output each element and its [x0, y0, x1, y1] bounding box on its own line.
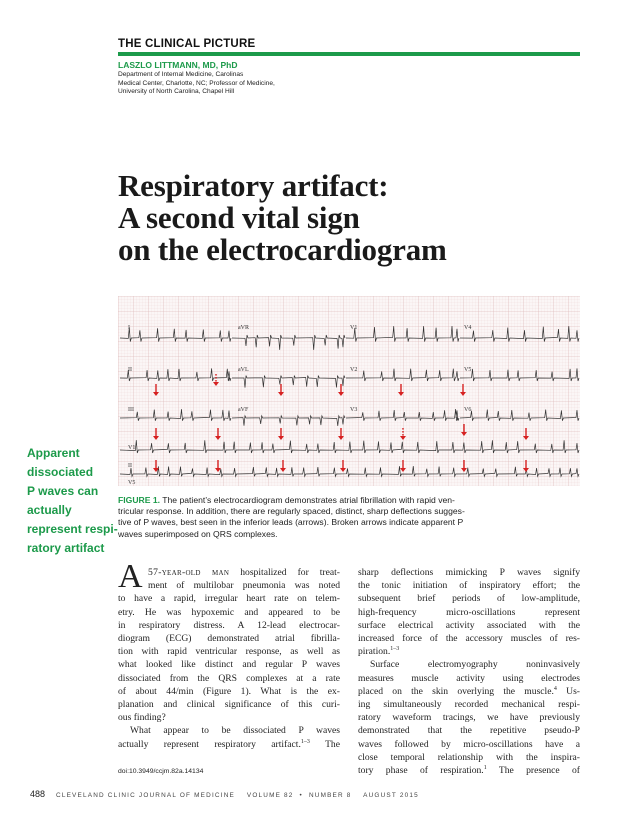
lead-label-iii: III	[128, 407, 134, 413]
lead-label-rhythm-v5: V5	[128, 480, 136, 486]
doi: doi:10.3949/ccjm.82a.14134	[118, 768, 204, 775]
figure-caption	[118, 495, 580, 540]
affiliation-line: Department of Internal Medicine, Carolinas	[118, 71, 244, 78]
body-line: subsequent brief periods of low-amplitude,	[358, 593, 580, 605]
citation-marker: 1	[483, 764, 487, 771]
caption-line: tricular response. In addition, there are regularly spaced, distinct, sharp deflections sugges-	[118, 506, 465, 517]
body-line: tion with rapid ventricular response, as well as	[118, 646, 340, 658]
lead-label-avf: aVF	[238, 407, 249, 413]
issue-number: NUMBER 8	[308, 792, 352, 799]
lead-label-rhythm-ii: II	[128, 463, 132, 469]
lead-label-v4: V4	[464, 325, 472, 331]
citation-marker: 1–3	[300, 738, 310, 745]
volume: VOLUME 82	[246, 792, 294, 799]
author-name: LASZLO LITTMANN, MD, PhD	[118, 60, 238, 70]
body-line: placed on the skin overlying the muscle.$^4$ Us-	[358, 685, 580, 697]
journal-name: CLEVELAND CLINIC JOURNAL OF MEDICINE	[56, 792, 235, 799]
pull-quote	[27, 444, 119, 558]
lead-label-avr: aVR	[238, 325, 249, 331]
lead-label-rhythm-v1: V1	[128, 445, 136, 451]
figure-label: FIGURE 1.	[118, 495, 161, 505]
lead-label-i: I	[128, 325, 130, 331]
page-footer	[30, 789, 419, 799]
body-line: high-frequency micro-oscillations represent	[358, 606, 580, 618]
body-line: What appear to be dissociated P waves	[130, 725, 340, 737]
body-column-right	[358, 566, 580, 777]
body-line: of about 44/min (Figure 1). What is the ex-	[118, 685, 340, 697]
body-line: 57-year-old man hospitalized for treat-	[148, 567, 340, 578]
citation-marker: 4	[553, 685, 557, 692]
body-line: to have a rapid, irregular heart rate on telem-	[118, 593, 340, 605]
ecg-grid	[118, 296, 580, 486]
affiliation-line: University of North Carolina, Chapel Hill	[118, 88, 235, 96]
body-line: Surface electromyography noninvasively	[370, 659, 580, 671]
footer-bullet: •	[296, 792, 306, 799]
body-line: planation and clinical significance of this curi-	[118, 699, 340, 711]
title-line: Respiratory artifact:	[118, 168, 389, 203]
body-line: actually represent respiratory artifact.$^{1-3}$ The	[118, 738, 340, 750]
body-line: in respiratory distress. A 12-lead electrocar-	[118, 619, 340, 631]
issue-date: AUGUST 2015	[363, 792, 419, 799]
body-line: ous finding?	[118, 712, 166, 724]
pull-quote-line: represent respi-	[27, 522, 118, 536]
body-line: demonstrated that the repetitive pseudo-P	[358, 725, 580, 737]
lead-label-avl: aVL	[238, 367, 249, 373]
body-line: diogram (ECG) demonstrated atrial fibrilla-	[118, 633, 340, 645]
body-line: surface electrical activity associated with the	[358, 619, 580, 631]
caption-line: waves superimposed on QRS complexes.	[118, 528, 278, 539]
body-line: ratory waveform tracings, we have previously	[358, 712, 580, 724]
page-number: 488	[30, 789, 46, 799]
affiliation-line: Medical Center, Charlotte, NC; Professor of Medicine,	[118, 79, 275, 87]
body-line: the tonic initiation of inspiratory effort; the	[358, 580, 580, 592]
pull-quote-line: P waves can	[27, 484, 99, 498]
body-line: close temporal relationship with the inspira-	[358, 751, 580, 763]
body-line: dissociated from the QRS complexes at a rate	[118, 672, 340, 684]
section-rule	[118, 52, 580, 56]
body-line: tory phase of respiration.$^1$ The presence of	[358, 764, 580, 777]
ecg-figure	[118, 296, 580, 486]
section-label: THE CLINICAL PICTURE	[118, 38, 256, 50]
body-line: ment of multilobar pneumonia was noted	[148, 580, 340, 592]
pull-quote-line: ratory artifact	[27, 541, 105, 555]
pull-quote-line: actually	[27, 503, 72, 517]
author-affiliation	[118, 71, 338, 97]
lead-label-v5: V5	[464, 367, 472, 373]
lead-label-v3: V3	[350, 407, 358, 413]
body-line: increased force of the accessory muscles of res-	[358, 633, 580, 645]
body-line: etry. He was hypoxemic and appeared to be	[118, 606, 340, 618]
body-line: waves followed by micro-oscillations have a	[358, 738, 580, 750]
lead-label-v1: V1	[350, 325, 358, 331]
body-line: piration.$^{1-3}$	[358, 646, 400, 658]
body-line: measures muscle activity using electrodes	[358, 672, 580, 684]
caption-line: The patient’s electrocardiogram demonstrates atrial fibrillation with rapid ven-	[160, 495, 455, 505]
pull-quote-line: dissociated	[27, 465, 94, 479]
small-caps-lead: 57-year-old man	[148, 567, 230, 578]
caption-line: tive of P waves, best seen in the inferior leads (arrows). Broken arrows indicate apparent P	[118, 517, 464, 528]
pull-quote-line: Apparent	[27, 446, 80, 460]
title-line: on the electrocardiogram	[118, 232, 447, 267]
lead-label-v6: V6	[464, 407, 472, 413]
body-line: what looked like distinct and regular P waves	[118, 659, 340, 671]
body-line: ing simultaneously recorded mechanical respi-	[358, 699, 580, 711]
article-title	[118, 170, 447, 266]
lead-label-ii: II	[128, 367, 132, 373]
title-line: A second vital sign	[118, 200, 360, 235]
drop-cap: A	[118, 558, 143, 595]
body-line: sharp deflections mimicking P waves signify	[358, 567, 580, 578]
citation-marker: 1–3	[390, 646, 400, 653]
body-column-left	[118, 566, 340, 751]
lead-label-v2: V2	[350, 367, 358, 373]
